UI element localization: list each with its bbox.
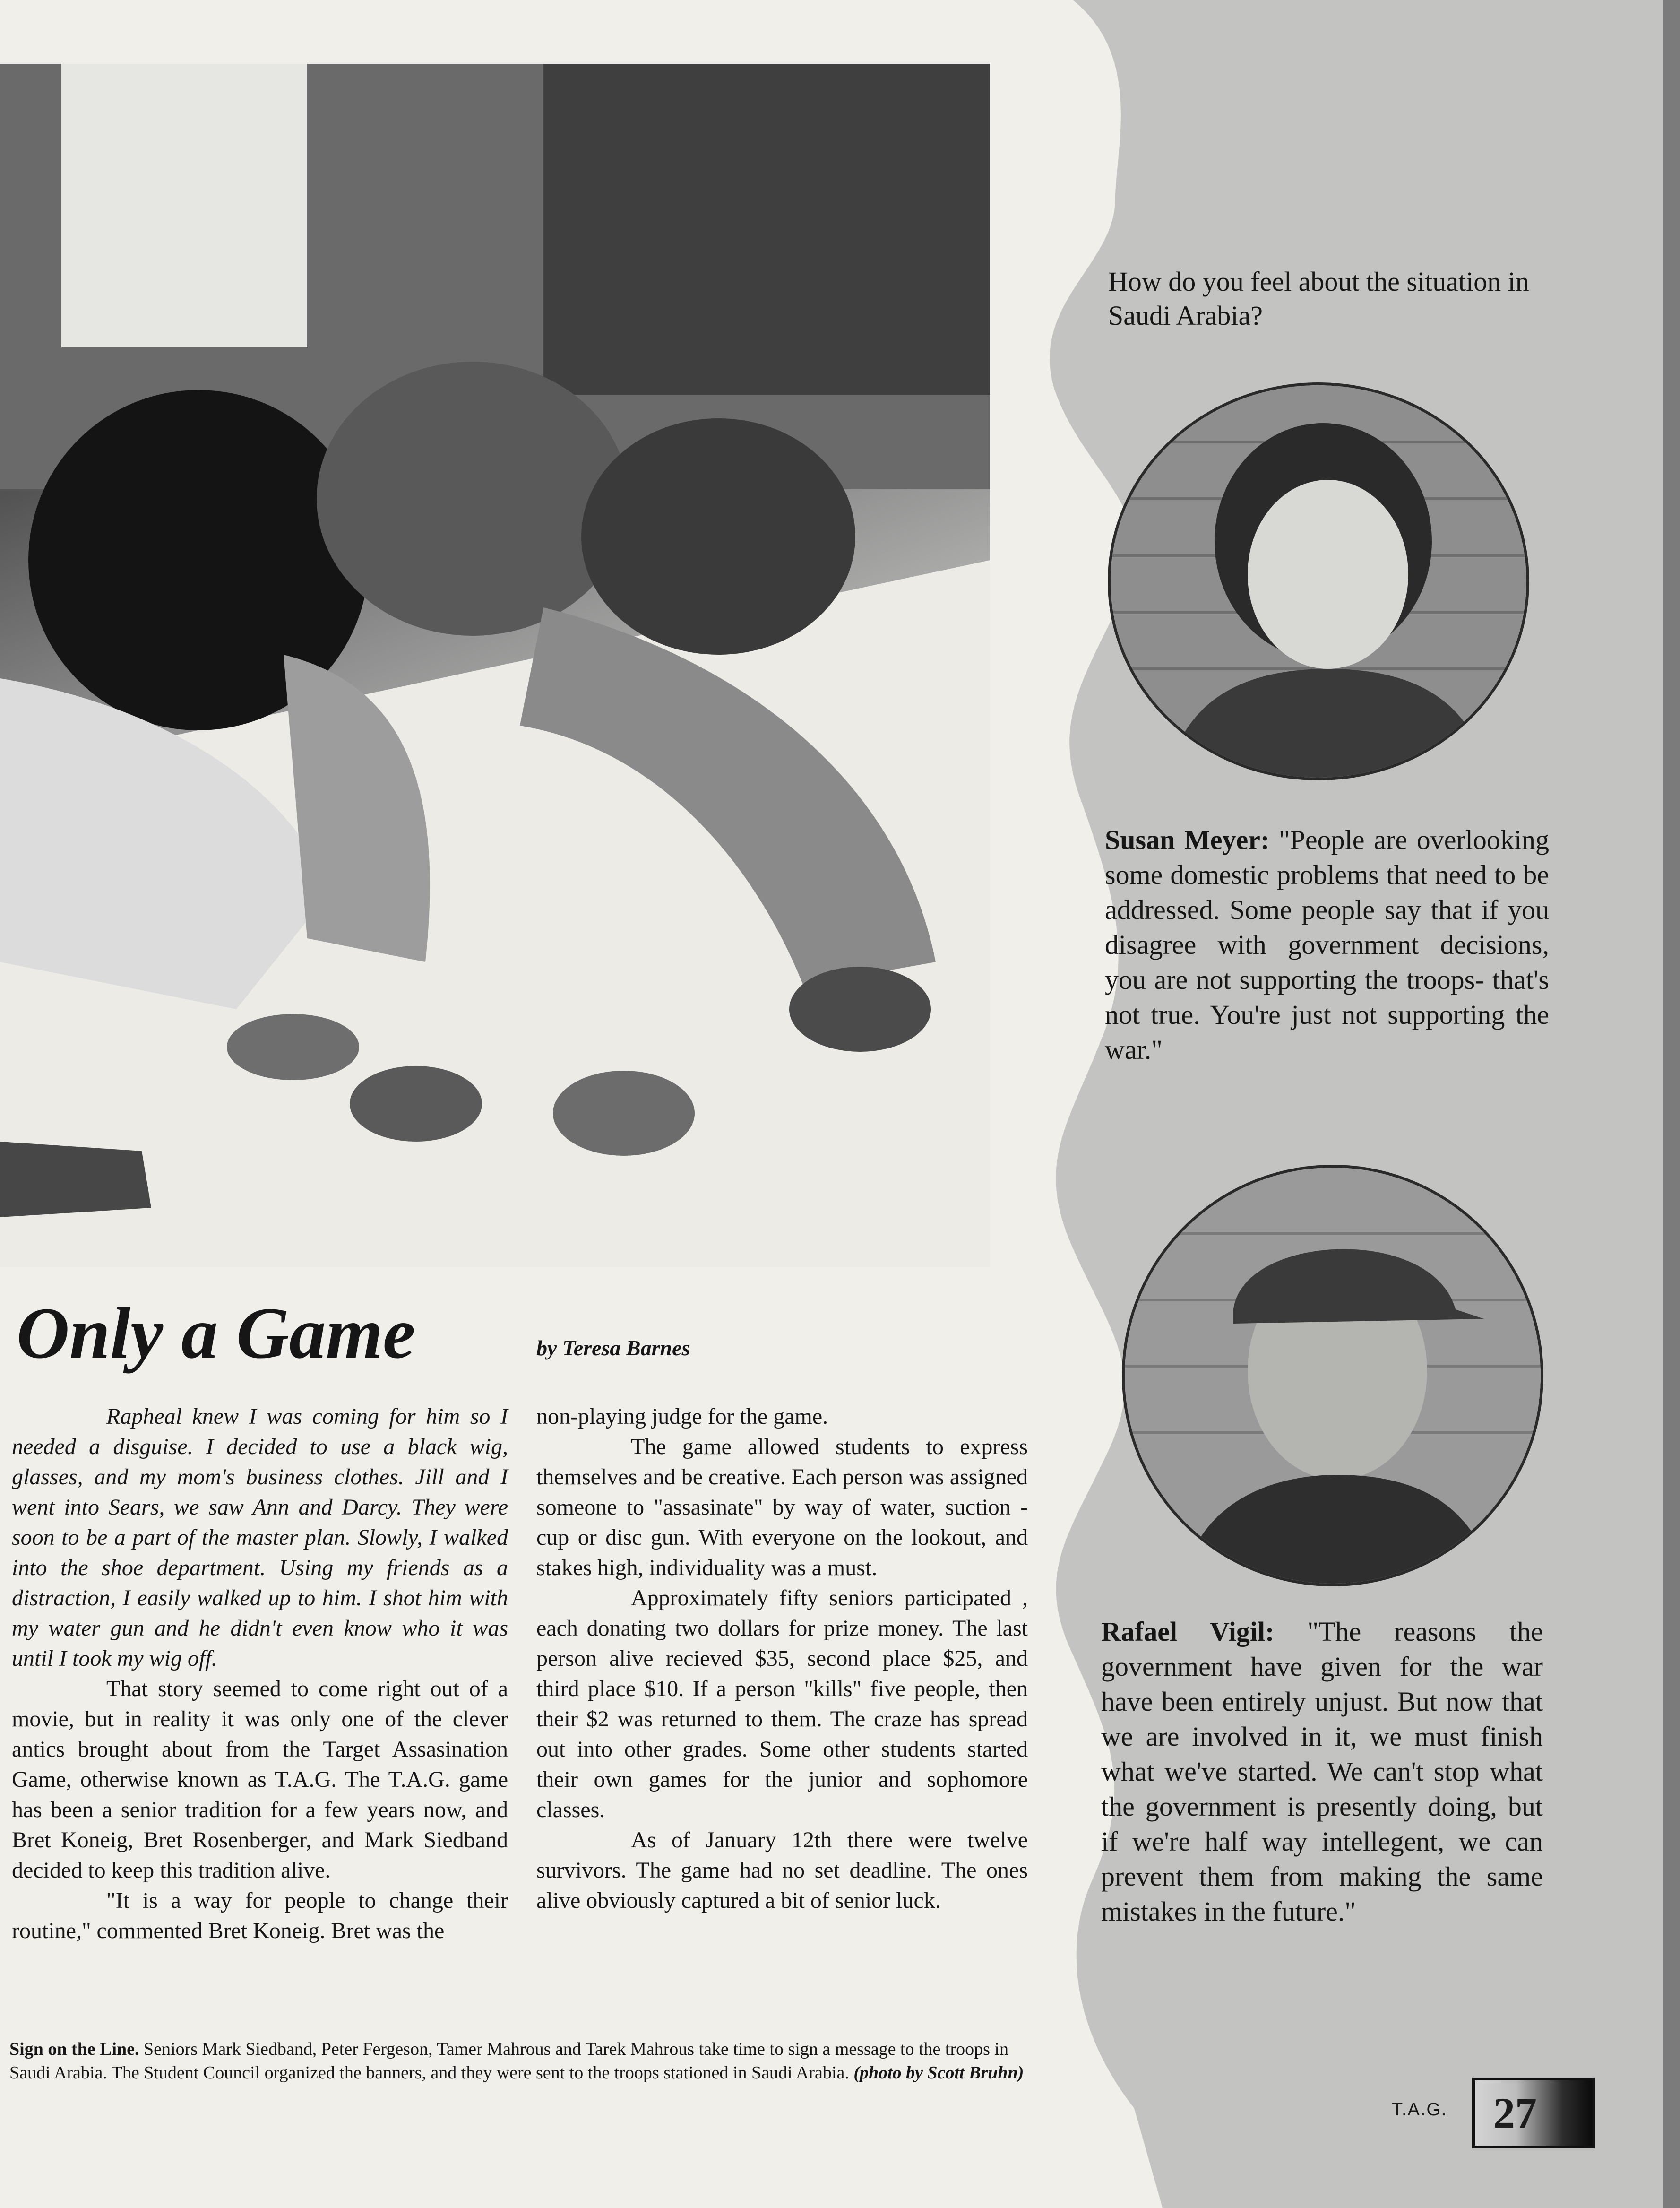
- article-intro-italic: Rapheal knew I was coming for him so I needed a disguise. I decided to use a black wig, glasses, and my mom's business clothes. Jill and I went into Sears, we saw Ann and Darcy. They were soon to be a part of the master plan. Slowly, I walked into the shoe department. Using my friends as a distraction, I easily walked up to him. I shot him with my water gun and he didn't even know who it was until I took my wig off.: [12, 1404, 508, 1671]
- article-paragraph: non-playing judge for the game.: [536, 1404, 828, 1429]
- portrait-photo-rafael-vigil: [1125, 1168, 1541, 1584]
- students-signing-banner-photo: [0, 64, 990, 1267]
- article-paragraph: Approximately fifty seniors participated , each donating two dollars for prize money. The last person alive recieved $35, second place $25, and third place $10. If a person "kills" five people, then their $2 was returned to them. The craze has spread out into other grades. Some other students started their own games for the junior and sophomore classes.: [536, 1585, 1028, 1822]
- quote-speaker: Susan Meyer:: [1105, 824, 1270, 855]
- caption-lead: Sign on the Line.: [9, 2039, 139, 2059]
- article-paragraph: The game allowed students to express themselves and be creative. Each person was assigned someone to "assasinate" by way of water, suction -cup or disc gun. With everyone on the lookout, and stakes high, individuality was a must.: [536, 1434, 1028, 1580]
- portrait-illustration: [1111, 385, 1526, 778]
- quote-speaker: Rafael Vigil:: [1101, 1616, 1275, 1647]
- caption-text: Seniors Mark Siedband, Peter Fergeson, Tamer Mahrous and Tarek Mahrous take time to sign a message to the troops in Saudi Arabia. The Student Council organized the banners, and they were sent to the troops stationed in Saudi Arabia.: [9, 2039, 1008, 2083]
- photo-illustration: [0, 64, 990, 1267]
- article-column-1: [12, 1402, 508, 1946]
- photo-credit: (photo by Scott Bruhn): [853, 2063, 1024, 2083]
- photo-caption: [9, 2037, 1049, 2085]
- quote-text: "The reasons the government have given for the war have been entirely unjust. But now that we are involved in it, we must finish what we've started. We can't stop what the government is presently doing, but if we're half way intellegent, we can prevent them from making the same mistakes in the future.": [1101, 1616, 1543, 1927]
- article-column-2: [536, 1402, 1028, 1916]
- sidebar-question: How do you feel about the situation in Saudi Arabia?: [1108, 266, 1529, 331]
- magazine-name: T.A.G.: [1392, 2100, 1447, 2120]
- article-byline: by Teresa Barnes: [536, 1336, 690, 1360]
- portrait-illustration: [1125, 1168, 1541, 1584]
- article-title: Only a Game: [17, 1292, 415, 1374]
- page-number: 27: [1493, 2089, 1537, 2137]
- article-paragraph: "It is a way for people to change their routine," commented Bret Koneig. Bret was the: [12, 1888, 508, 1943]
- quote-text: "People are overlooking some domestic problems that need to be addressed. Some people say that if you disagree with government decisions, you are not supporting the troops- that's not true. You're just not supporting the war.": [1105, 824, 1549, 1065]
- article-paragraph: That story seemed to come right out of a movie, but in reality it was only one of the clever antics brought about from the Target Assasination Game, otherwise known as T.A.G. The T.A.G. game has been a senior tradition for a few years now, and Bret Koneig, Bret Rosenberger, and Mark Siedband decided to keep this tradition alive.: [12, 1676, 508, 1883]
- article-paragraph: As of January 12th there were twelve survivors. The game had no set deadline. The ones alive obviously captured a bit of senior luck.: [536, 1827, 1028, 1913]
- quote-susan-meyer: [1105, 823, 1549, 1067]
- portrait-photo-susan-meyer: [1111, 385, 1526, 778]
- quote-rafael-vigil: [1101, 1614, 1543, 1929]
